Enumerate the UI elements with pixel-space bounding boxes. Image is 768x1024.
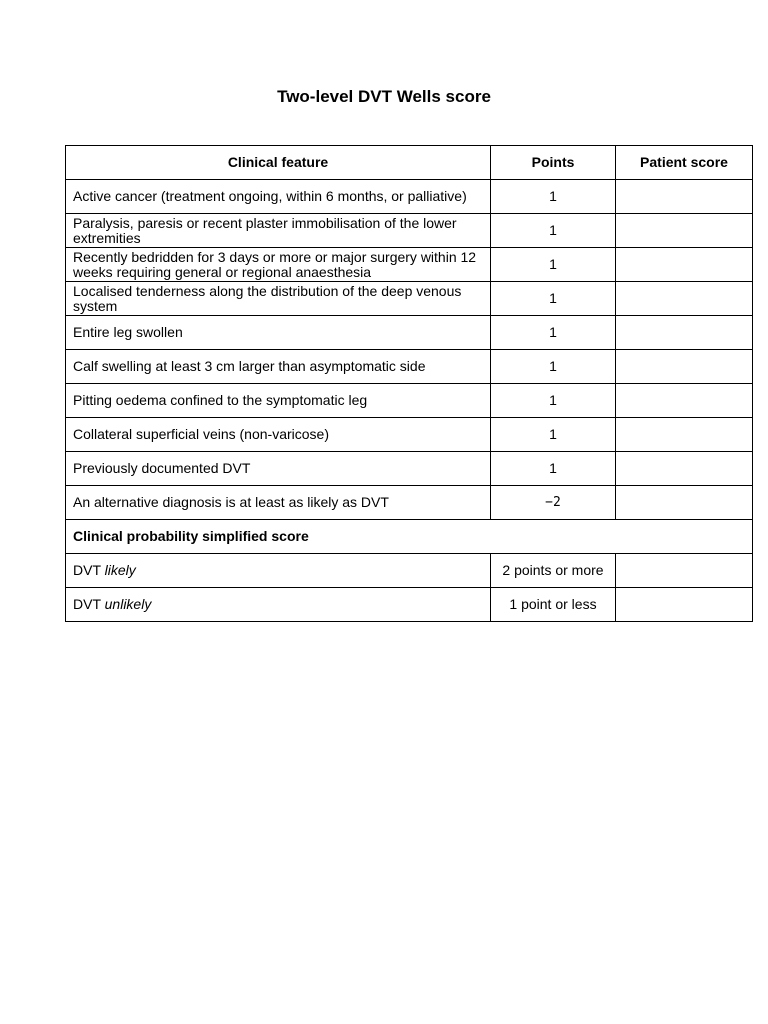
table-row: [66, 452, 753, 486]
patient-score-cell[interactable]: [616, 588, 753, 622]
table-row: [66, 486, 753, 520]
feature-cell: An alternative diagnosis is at least as likely as DVT: [66, 486, 491, 520]
table-row: [66, 180, 753, 214]
feature-cell: Recently bedridden for 3 days or more or major surgery within 12 weeks requiring general or regional anaesthesia: [66, 248, 491, 282]
probability-points: 1 point or less: [491, 588, 616, 622]
section-row: [66, 520, 753, 554]
patient-score-cell[interactable]: [616, 316, 753, 350]
points-cell: 1: [491, 214, 616, 248]
page-title: Two-level DVT Wells score: [277, 87, 491, 106]
patient-score-cell[interactable]: [616, 282, 753, 316]
table-header-row: [66, 146, 753, 180]
probability-prefix: DVT: [73, 562, 101, 578]
patient-score-cell[interactable]: [616, 486, 753, 520]
points-cell: 1: [491, 180, 616, 214]
feature-cell: Calf swelling at least 3 cm larger than asymptomatic side: [66, 350, 491, 384]
feature-cell: Paralysis, paresis or recent plaster immobilisation of the lower extremities: [66, 214, 491, 248]
feature-cell: Localised tenderness along the distribution of the deep venous system: [66, 282, 491, 316]
feature-cell: Active cancer (treatment ongoing, within 6 months, or palliative): [66, 180, 491, 214]
table-row: [66, 418, 753, 452]
feature-cell: Entire leg swollen: [66, 316, 491, 350]
table-row: [66, 384, 753, 418]
points-cell: 1: [491, 282, 616, 316]
section-heading: Clinical probability simplified score: [66, 520, 753, 554]
probability-points: 2 points or more: [491, 554, 616, 588]
probability-label: [66, 588, 491, 622]
header-clinical-feature: Clinical feature: [66, 146, 491, 180]
points-cell: 1: [491, 248, 616, 282]
table-row: [66, 316, 753, 350]
feature-cell: Pitting oedema confined to the symptomatic leg: [66, 384, 491, 418]
patient-score-cell[interactable]: [616, 554, 753, 588]
table-row: [66, 248, 753, 282]
points-cell: −2: [491, 486, 616, 520]
patient-score-cell[interactable]: [616, 214, 753, 248]
wells-score-table: [65, 145, 753, 622]
patient-score-cell[interactable]: [616, 418, 753, 452]
feature-cell: Collateral superficial veins (non-varicose): [66, 418, 491, 452]
probability-qualifier: likely: [104, 562, 136, 578]
table-row: [66, 350, 753, 384]
patient-score-cell[interactable]: [616, 248, 753, 282]
probability-row: [66, 554, 753, 588]
patient-score-cell[interactable]: [616, 384, 753, 418]
points-cell: 1: [491, 384, 616, 418]
feature-cell: Previously documented DVT: [66, 452, 491, 486]
probability-qualifier: unlikely: [104, 596, 152, 612]
patient-score-cell[interactable]: [616, 452, 753, 486]
patient-score-cell[interactable]: [616, 180, 753, 214]
points-cell: 1: [491, 452, 616, 486]
table-row: [66, 282, 753, 316]
points-cell: 1: [491, 418, 616, 452]
probability-label: [66, 554, 491, 588]
header-patient-score: Patient score: [616, 146, 753, 180]
patient-score-cell[interactable]: [616, 350, 753, 384]
header-points: Points: [491, 146, 616, 180]
probability-prefix: DVT: [73, 596, 101, 612]
table-row: [66, 214, 753, 248]
probability-row: [66, 588, 753, 622]
points-cell: 1: [491, 350, 616, 384]
points-cell: 1: [491, 316, 616, 350]
